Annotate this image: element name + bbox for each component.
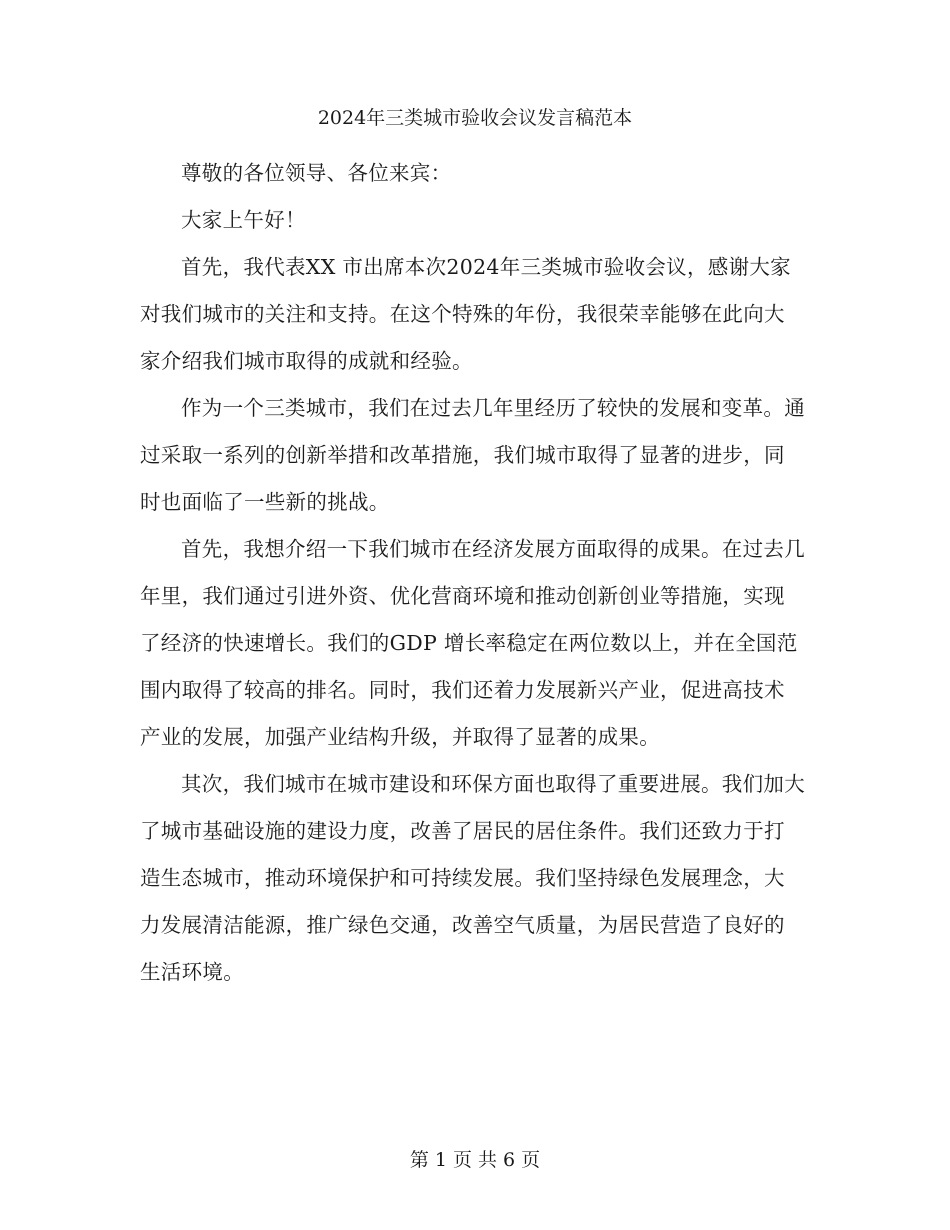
economy-paragraph: 首先，我想介绍一下我们城市在经济发展方面取得的成果。在过去几年里，我们通过引进外资、优化营商环境和推动创新创业等措施，实现了经济的快速增长。我们的GDP 增长率稳定在两位数以上，并在全国范围内取得了较高的排名。同时，我们还着力发展新兴产业，促进高技术产业的发展，加强产业结构升级，并取得了显著的成果。 bbox=[140, 537, 805, 749]
construction-paragraph: 其次，我们城市在城市建设和环保方面也取得了重要进展。我们加大了城市基础设施的建设力度，改善了居民的居住条件。我们还致力于打造生态城市，推动环境保护和可持续发展。我们坚持绿色发展理念，大力发展清洁能源，推广绿色交通，改善空气质量，为居民营造了良好的生活环境。 bbox=[140, 772, 805, 984]
salutation-paragraph: 尊敬的各位领导、各位来宾： bbox=[181, 161, 452, 185]
background-paragraph: 作为一个三类城市，我们在过去几年里经历了较快的发展和变革。通过采取一系列的创新举措和改革措施，我们城市取得了显著的进步，同时也面临了一些新的挑战。 bbox=[140, 396, 805, 514]
greeting-paragraph: 大家上午好！ bbox=[181, 208, 306, 232]
document-body bbox=[140, 150, 805, 996]
document-title: 2024年三类城市验收会议发言稿范本 bbox=[317, 107, 633, 129]
page-number-footer: 第 1 页 共 6 页 bbox=[409, 1149, 541, 1171]
intro-paragraph: 首先，我代表XX 市出席本次2024年三类城市验收会议，感谢大家对我们城市的关注和支持。在这个特殊的年份，我很荣幸能够在此向大家介绍我们城市取得的成就和经验。 bbox=[140, 255, 791, 373]
